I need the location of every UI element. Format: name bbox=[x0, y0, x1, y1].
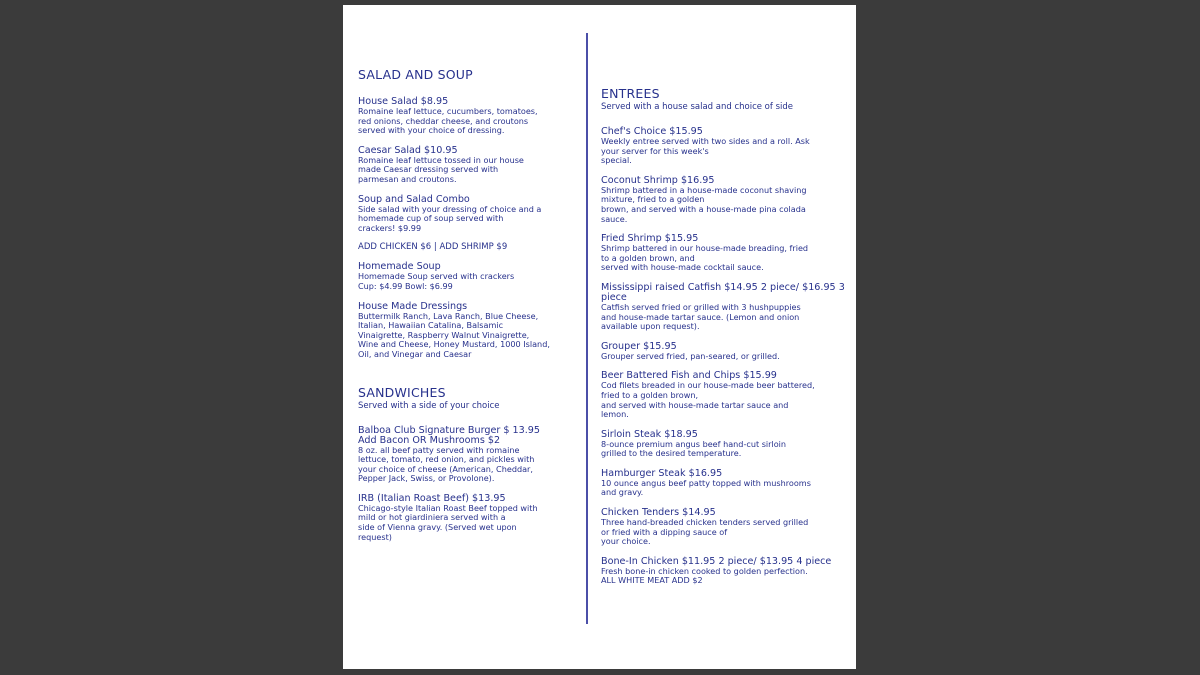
menu-item bbox=[601, 283, 856, 332]
left-column bbox=[358, 68, 580, 542]
item-title: Mississippi raised Catfish $14.95 2 piece/ $16.95 3 piece bbox=[601, 281, 845, 303]
menu-item bbox=[358, 262, 580, 291]
menu-item bbox=[601, 371, 856, 419]
column-divider bbox=[586, 33, 588, 624]
item-title: Bone-In Chicken $11.95 2 piece/ $13.95 4 piece bbox=[601, 555, 832, 567]
menu-page bbox=[343, 5, 856, 669]
item-description: Side salad with your dressing of choice and a homemade cup of soup served with crackers! $9.99 bbox=[358, 203, 542, 233]
menu-item bbox=[601, 234, 856, 273]
item-title: Fried Shrimp $15.95 bbox=[601, 233, 699, 245]
menu-item bbox=[601, 176, 856, 224]
item-description: Shrimp battered in a house-made coconut shaving mixture, fried to a golden brown, and served with a house-made pina colada sauce. bbox=[601, 184, 807, 224]
section-title-entrees: ENTREES bbox=[601, 86, 660, 101]
menu-item bbox=[358, 426, 580, 484]
item-title: House Made Dressings bbox=[358, 300, 468, 312]
item-description: Romaine leaf lettuce, cucumbers, tomatoes, red onions, cheddar cheese, and croutons served with your choice of dressing. bbox=[358, 106, 538, 136]
item-description: Cod filets breaded in our house-made beer battered, fried to a golden brown, and served with house-made tartar sauce and lemon. bbox=[601, 380, 815, 420]
item-title: Chicken Tenders $14.95 bbox=[601, 507, 716, 519]
item-title: House Salad $8.95 bbox=[358, 96, 449, 107]
menu-item bbox=[358, 97, 580, 136]
item-title: Caesar Salad $10.95 bbox=[358, 144, 458, 156]
item-description: Grouper served fried, pan-seared, or grilled. bbox=[601, 350, 780, 361]
menu-item bbox=[601, 557, 856, 586]
menu-item bbox=[601, 342, 856, 362]
section-title-sandwiches: SANDWICHES bbox=[358, 384, 446, 400]
item-title: IRB (Italian Roast Beef) $13.95 bbox=[358, 492, 506, 504]
menu-item bbox=[358, 494, 580, 542]
section-title-salad-soup: SALAD AND SOUP bbox=[358, 67, 473, 82]
menu-item bbox=[358, 195, 580, 234]
item-title: Chef's Choice $15.95 bbox=[601, 126, 703, 137]
item-title: Beer Battered Fish and Chips $15.99 bbox=[601, 370, 777, 382]
item-title: Coconut Shrimp $16.95 bbox=[601, 174, 715, 186]
section-subtitle: Served with a house salad and choice of side bbox=[601, 102, 793, 112]
menu-item bbox=[601, 127, 856, 166]
item-description: Catfish served fried or grilled with 3 hushpuppies and house-made tartar sauce. (Lemon and onion available upon request). bbox=[601, 301, 801, 332]
item-description: Shrimp battered in our house-made breading, fried to a golden brown, and served with house-made cocktail sauce. bbox=[601, 243, 809, 273]
item-description: 8-ounce premium angus beef hand-cut sirloin grilled to the desired temperature. bbox=[601, 438, 787, 459]
item-description: Weekly entree served with two sides and a roll. Ask your server for this week's special. bbox=[601, 136, 810, 166]
menu-item bbox=[358, 302, 580, 360]
menu-item bbox=[358, 146, 580, 185]
item-title: Balboa Club Signature Burger $ 13.95 Add Bacon OR Mushrooms $2 bbox=[358, 424, 540, 446]
menu-item bbox=[601, 430, 856, 459]
section-subtitle: Served with a side of your choice bbox=[358, 400, 500, 411]
item-title: Hamburger Steak $16.95 bbox=[601, 467, 723, 479]
item-description: 10 ounce angus beef patty topped with mushrooms and gravy. bbox=[601, 477, 811, 498]
item-description: Romaine leaf lettuce tossed in our house made Caesar dressing served with parmesan and croutons. bbox=[358, 154, 524, 184]
item-description: Buttermilk Ranch, Lava Ranch, Blue Cheese, Italian, Hawaiian Catalina, Balsamic Vinaigrette, Raspberry Walnut Vinaigrette, Wine and Cheese, Honey Mustard, 1000 Island, Oil, and Vinegar and Caesar bbox=[358, 310, 550, 359]
item-title: Grouper $15.95 bbox=[601, 340, 677, 352]
item-title: Soup and Salad Combo bbox=[358, 193, 470, 205]
add-protein-note: ADD CHICKEN $6 | ADD SHRIMP $9 bbox=[358, 242, 508, 253]
menu-item bbox=[601, 469, 856, 498]
item-title: Sirloin Steak $18.95 bbox=[601, 428, 698, 440]
item-description: Three hand-breaded chicken tenders served grilled or fried with a dipping sauce of your choice. bbox=[601, 517, 809, 547]
item-description: Homemade Soup served with crackers Cup: $4.99 Bowl: $6.99 bbox=[358, 271, 515, 291]
item-description: Fresh bone-in chicken cooked to golden perfection. ALL WHITE MEAT ADD $2 bbox=[601, 565, 808, 586]
right-column bbox=[601, 87, 856, 586]
item-title: Homemade Soup bbox=[358, 261, 441, 273]
menu-item bbox=[601, 508, 856, 547]
item-description: 8 oz. all beef patty served with romaine lettuce, tomato, red onion, and pickles with your choice of cheese (American, Cheddar, Pepper Jack, Swiss, or Provolone). bbox=[358, 444, 535, 484]
item-description: Chicago-style Italian Roast Beef topped with mild or hot giardiniera served with a side of Vienna gravy. (Served wet upon request) bbox=[358, 502, 538, 542]
